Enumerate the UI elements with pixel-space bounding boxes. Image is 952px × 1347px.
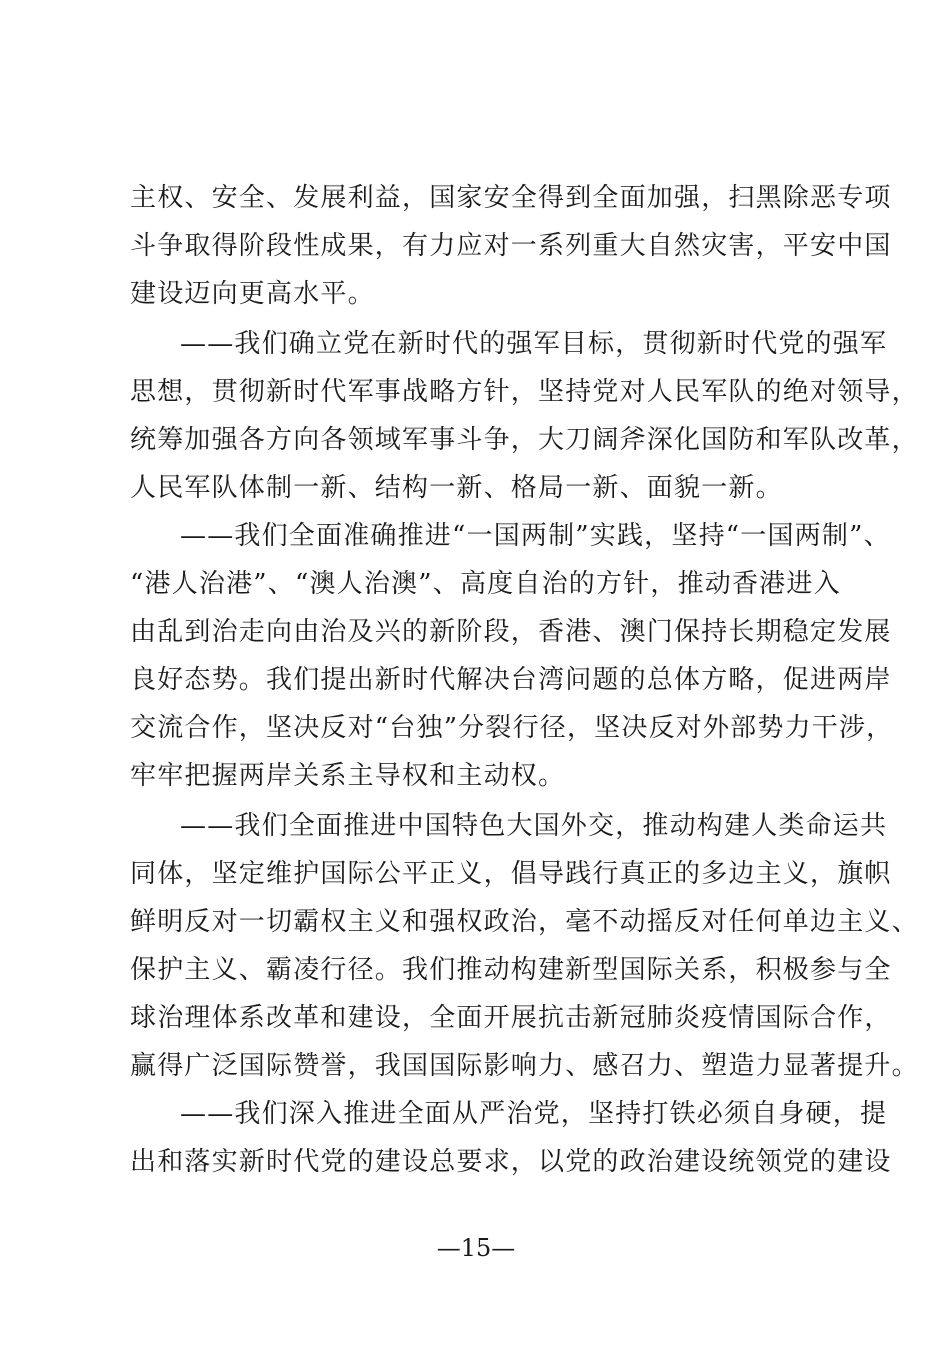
- text-line: 思想，贯彻新时代军事战略方针，坚持党对人民军队的绝对领导，: [130, 377, 919, 407]
- text-line: 出和落实新时代党的建设总要求，以党的政治建设统领党的建设: [130, 1147, 892, 1177]
- text-line: 统筹加强各方向各领域军事斗争，大刀阔斧深化国防和军队改革，: [130, 425, 919, 455]
- text-line: 保护主义、霸凌行径。我们推动构建新型国际关系，积极参与全: [130, 955, 892, 985]
- paragraph-start-line: ——我们全面推进中国特色大国外交，推动构建人类命运共: [180, 811, 888, 841]
- text-line: 良好态势。我们提出新时代解决台湾问题的总体方略，促进两岸: [130, 665, 892, 695]
- text-line: 鲜明反对一切霸权主义和强权政治，毫不动摇反对任何单边主义、: [130, 907, 919, 937]
- text-line: 斗争取得阶段性成果，有力应对一系列重大自然灾害，平安中国: [130, 231, 892, 261]
- text-line: 赢得广泛国际赞誉，我国国际影响力、感召力、塑造力显著提升。: [130, 1051, 919, 1081]
- text-line: 牢牢把握两岸关系主导权和主动权。: [130, 761, 566, 791]
- paragraph-start-line: ——我们深入推进全面从严治党，坚持打铁必须自身硬，提: [180, 1099, 888, 1129]
- text-line: 交流合作，坚决反对“台独”分裂行径，坚决反对外部势力干涉，: [130, 713, 894, 743]
- text-line: 由乱到治走向由治及兴的新阶段，香港、澳门保持长期稳定发展: [130, 617, 892, 647]
- text-line: 主权、安全、发展利益，国家安全得到全面加强，扫黑除恶专项: [130, 183, 892, 213]
- text-line: 球治理体系改革和建设，全面开展抗击新冠肺炎疫情国际合作，: [130, 1003, 892, 1033]
- paragraph-start-line: ——我们确立党在新时代的强军目标，贯彻新时代党的强军: [180, 329, 888, 359]
- page-number: —15—: [436, 1234, 516, 1262]
- text-line: “港人治港”、“澳人治澳”、高度自治的方针，推动香港进入: [130, 569, 841, 599]
- text-line: 人民军队体制一新、结构一新、格局一新、面貌一新。: [130, 473, 783, 503]
- text-line: 同体，坚定维护国际公平正义，倡导践行真正的多边主义，旗帜: [130, 859, 892, 889]
- paragraph-start-line: ——我们全面准确推进“一国两制”实践，坚持“一国两制”、: [180, 521, 891, 551]
- text-line: 建设迈向更高水平。: [130, 279, 375, 309]
